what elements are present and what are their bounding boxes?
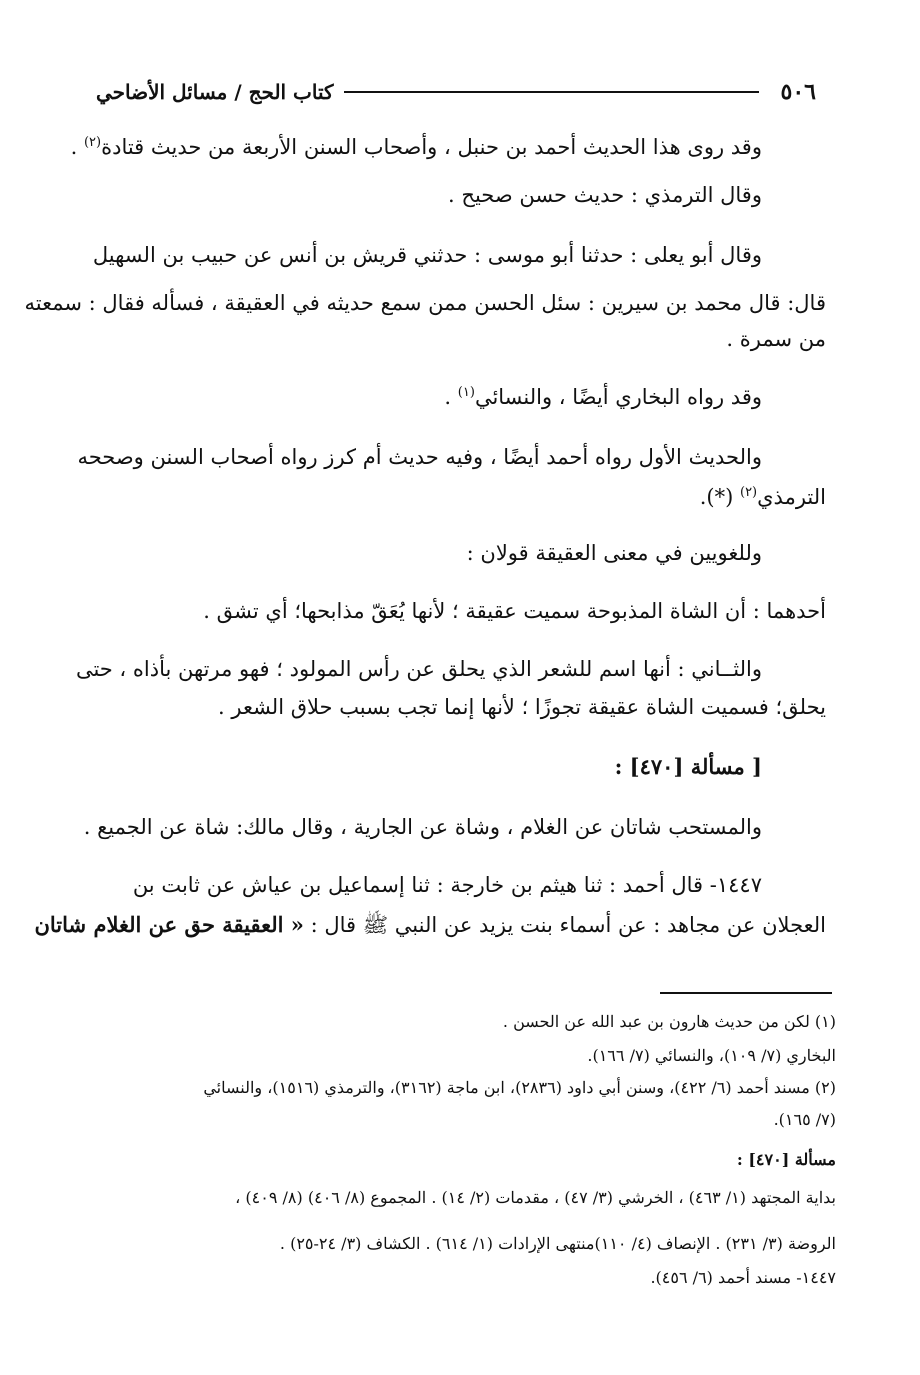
issue-heading [96, 752, 762, 782]
body-text: وقال أبو يعلى : حدثنا أبو موسى : حدثني قريش بن أنس عن حبيب بن السهيل [92, 243, 762, 267]
body-text: (*). [699, 485, 734, 509]
body-text: الترمذي [757, 485, 826, 509]
page-number: ٥٠٦ [780, 79, 816, 105]
body-text: يحلق؛ فسميت الشاة عقيقة تجوزًا ؛ لأنها إنما تجب بسبب حلاق الشعر . [218, 695, 826, 719]
hadith-text: العجلان عن مجاهد : عن أسماء بنت يزيد عن النبي ﷺ قال : [303, 913, 826, 937]
footnote-ref: (٢) [83, 135, 102, 150]
body-line [83, 812, 762, 842]
body-line [77, 442, 762, 472]
running-title: كتاب الحج / مسائل الأضاحي [96, 80, 334, 104]
body-line [24, 288, 826, 318]
footnote-ref: (٢) [739, 485, 758, 500]
body-line [96, 538, 762, 568]
body-text: والحديث الأول رواه أحمد أيضًا ، وفيه حديث أم كرز رواه أصحاب السنن وصححه [77, 445, 762, 469]
footnote-line: بداية المجتهد (١/ ٤٦٣) ، الخرشي (٣/ ٤٧) ، مقدمات (٢/ ١٤) . المجموع (٨/ ٤٠٦) (٨/ ٤٠٩) ، [235, 1188, 836, 1207]
body-line [96, 378, 762, 412]
body-line [70, 128, 762, 162]
hadith-text: ١٤٤٧- قال أحمد : ثنا هيثم بن خارجة : ثنا إسماعيل بن عياش عن ثابت بن [132, 873, 762, 897]
body-text: . [444, 385, 452, 409]
footnote-ref: (١) [457, 385, 475, 400]
body-text: وللغويين في معنى العقيقة قولان : [466, 541, 762, 565]
footnote-line: مسألة [٤٧٠] : [736, 1150, 836, 1169]
body-line [96, 180, 762, 210]
footnote-rule [660, 992, 832, 994]
footnote-line: البخاري (٧/ ١٠٩)، والنسائي (٧/ ١٦٦). [587, 1046, 836, 1065]
header-rule [344, 91, 759, 93]
page-header [96, 72, 816, 112]
body-line [96, 596, 826, 626]
body-text: والثــاني : أنها اسم للشعر الذي يحلق عن رأس المولود ؛ فهو مرتهن بأذاه ، حتى [75, 657, 762, 681]
body-line [96, 324, 826, 354]
body-text: . [70, 135, 78, 159]
body-line [96, 478, 826, 512]
body-text: وقال الترمذي : حديث حسن صحيح . [448, 183, 762, 207]
footnote-line: (٢) مسند أحمد (٦/ ٤٢٢)، وسنن أبي داود (٢٨٣٦)، ابن ماجة (٣١٦٢)، والترمذي (١٥١٦)، والنسائي [203, 1078, 836, 1097]
hadith-quote: « العقيقة حق عن الغلام شاتان [34, 912, 304, 937]
body-text: من سمرة . [726, 327, 826, 351]
issue-heading-text: [ مسألة [٤٧٠] : [614, 754, 762, 779]
body-text: قال: قال محمد بن سيرين : سئل الحسن ممن سمع حديثه في العقيقة ، فسأله فقال : سمعته [24, 291, 826, 315]
footnote-line: الروضة (٣/ ٢٣١) . الإنصاف (٤/ ١١٠)منتهى الإرادات (١/ ٦١٤) . الكشاف (٣/ ٢٤-٢٥) . [279, 1234, 836, 1253]
body-line [75, 654, 762, 684]
body-text: أحدهما : أن الشاة المذبوحة سميت عقيقة ؛ لأنها يُعَقّ مذابحها؛ أي تشق . [203, 599, 826, 623]
footnote-line: (١) لكن من حديث هارون بن عبد الله عن الحسن . [502, 1012, 836, 1031]
footnote-line: ١٤٤٧- مسند أحمد (٦/ ٤٥٦). [650, 1268, 836, 1287]
footnote-line: (٧/ ١٦٥). [773, 1110, 836, 1129]
body-line [92, 240, 762, 270]
body-line [34, 910, 826, 940]
body-line [96, 692, 826, 722]
body-text: والمستحب شاتان عن الغلام ، وشاة عن الجارية ، وقال مالك: شاة عن الجميع . [83, 815, 762, 839]
body-line [96, 870, 762, 900]
body-text: وقد روى هذا الحديث أحمد بن حنبل ، وأصحاب السنن الأربعة من حديث قتادة [101, 135, 762, 159]
body-text: وقد رواه البخاري أيضًا ، والنسائي [474, 385, 762, 409]
